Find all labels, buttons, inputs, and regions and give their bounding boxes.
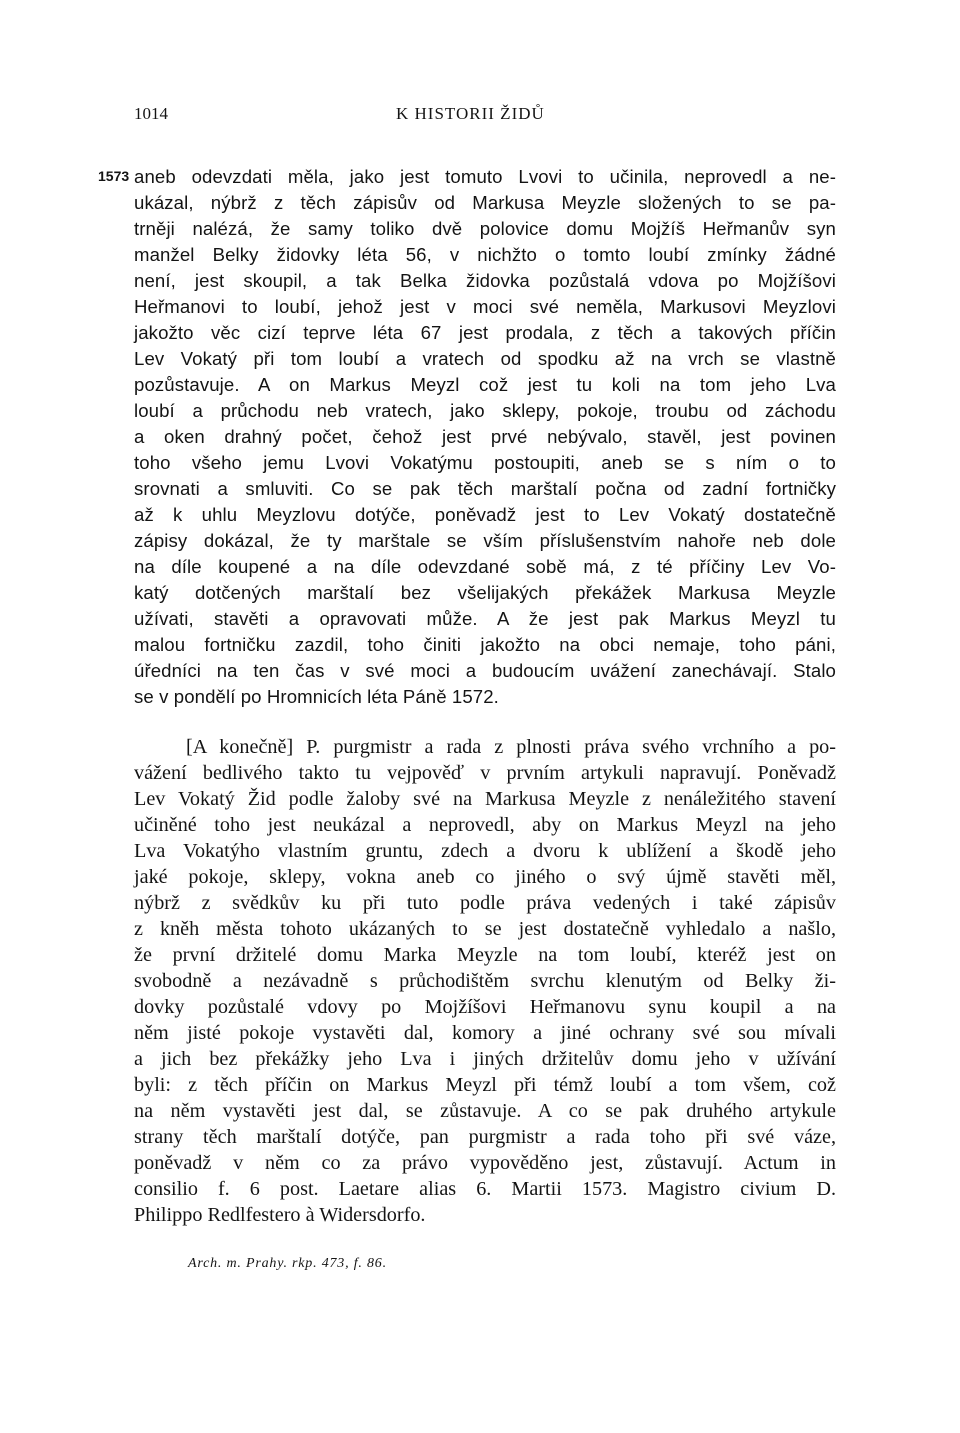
text-line: loubí a průchodu neb vratech, jako sklepy, pokoje, troubu od záchodu [134,400,836,421]
text-line: nýbrž z svědkův ku při tuto podle práva vedených i také zápisův [134,892,836,914]
text-line: Heřmanovi to loubí, jehož jest v moci své neměla, Markusovi Meyzlovi [134,296,836,317]
text-line: jaké pokoje, sklepy, vokna aneb co jiného o svý újmě stavěti měl, [134,866,836,888]
text-line: Philippo Redlfestero à Widersdorfo. [134,1204,426,1226]
text-line: consilio f. 6 post. Laetare alias 6. Martii 1573. Magistro civium D. [134,1178,836,1200]
text-line: na něm vystavěti jest dal, se zůstavuje. A co se pak druhého artykule [134,1100,836,1122]
running-title: K HISTORII ŽIDŮ [396,104,545,123]
text-line: že první držitelé domu Marka Meyzle na tom loubí, kteréž jest on [134,944,836,966]
text-line: učiněné toho jest neukázal a neprovedl, aby on Markus Meyzl na jeho [134,814,836,836]
text-line: katý dotčených marštalí bez všelijakých překážek Markusa Meyzle [134,582,836,603]
text-line: Lva Vokatýho vlastním gruntu, zdech a dvoru k ublížení a škodě jeho [134,840,836,862]
text-line: strany těch marštalí dotýče, pan purgmistr a rada toho při své váze, [134,1126,836,1148]
text-line: [A konečně] P. purgmistr a rada z plnosti práva svého vrchního a po- [186,736,836,758]
text-line: toho všeho jemu Lvovi Vokatýmu postoupiti, aneb se s ním o to [134,452,836,473]
text-line: poněvadž v něm co za právo vypověděno jest, zůstavují. Actum in [134,1152,836,1174]
text-line: Lev Vokatý při tom loubí a vratech od spodku až na vrch se vlastně [134,348,836,369]
text-line: užívati, stavěti a opravovati může. A že jest pak Markus Meyzl tu [134,608,836,629]
text-line: malou fortničku zazdil, toho činiti jakožto na obci nemaje, toho páni, [134,634,836,655]
text-line: a jich bez překážky jeho Lva i jiných držitelův domu jeho v užívání [134,1048,836,1070]
text-line: se v pondělí po Hromnicích léta Páně 1572. [134,686,499,707]
text-line: pozůstavuje. A on Markus Meyzl což jest tu koli na tom jeho Lva [134,374,836,395]
margin-year: 1573 [98,168,130,184]
text-line: manžel Belky židovky léta 56, v nichžto o tomto loubí zmínky žádné [134,244,836,265]
paragraph-1 [134,164,836,710]
text-line: trněji nalézá, že samy toliko dvě polovice domu Mojžíš Heřmanův syn [134,218,836,239]
text-line: není, jest skoupil, a tak Belka židovka pozůstalá vdova po Mojžíšovi [134,270,836,291]
text-line: něm jisté pokoje vystavěti dal, komory a jiné ochrany své sou mívali [134,1022,836,1044]
text-line: byli: z těch příčin on Markus Meyzl při témž loubí a tom všem, což [134,1074,836,1096]
text-line: vážení bedlivého takto tu vejpověď v prvním artykuli napravují. Poněvadž [134,762,836,784]
text-line: z kněh města tohoto ukázaných to se jest dostatečně vyhledalo a našlo, [134,918,836,940]
archive-citation: Arch. m. Prahy. rkp. 473, f. 86. [188,1256,387,1271]
paragraph-2 [134,734,836,1228]
text-line: až k uhlu Meyzlovu dotýče, poněvadž jest to Lev Vokatý dostatečně [134,504,836,525]
text-line: úředníci na ten čas v své moci a budoucím uvážení zanechávají. Stalo [134,660,836,681]
text-line: zápisy dokázal, že ty marštale se vším příslušenstvím nahoře neb dole [134,530,836,551]
text-line: aneb odevzdati měla, jako jest tomuto Lvovi to učinila, neprovedl a ne- [134,166,836,187]
text-line: jakožto věc cizí teprve léta 67 jest prodala, z těch a takových příčin [134,322,836,343]
page-number: 1014 [134,104,168,123]
text-line: dovky pozůstalé vdovy po Mojžíšovi Heřmanovu synu koupil a na [134,996,836,1018]
text-line: srovnati a smluviti. Co se pak těch marštalí počna od zadní fortničky [134,478,836,499]
text-line: ukázal, nýbrž z těch zápisův od Markusa Meyzle složených to se pa- [134,192,836,213]
page-header [134,104,834,128]
text-line: na díle koupené a na díle odevzdané sobě má, z té příčiny Lev Vo- [134,556,836,577]
text-line: a oken drahný počet, čehož jest prvé nebývalo, stavěl, jest povinen [134,426,836,447]
text-line: svobodně a nezávadně s průchodištěm svrchu klenutým od Belky ži- [134,970,836,992]
text-line: Lev Vokatý Žid podle žaloby své na Markusa Meyzle z nenáležitého stavení [134,788,836,810]
